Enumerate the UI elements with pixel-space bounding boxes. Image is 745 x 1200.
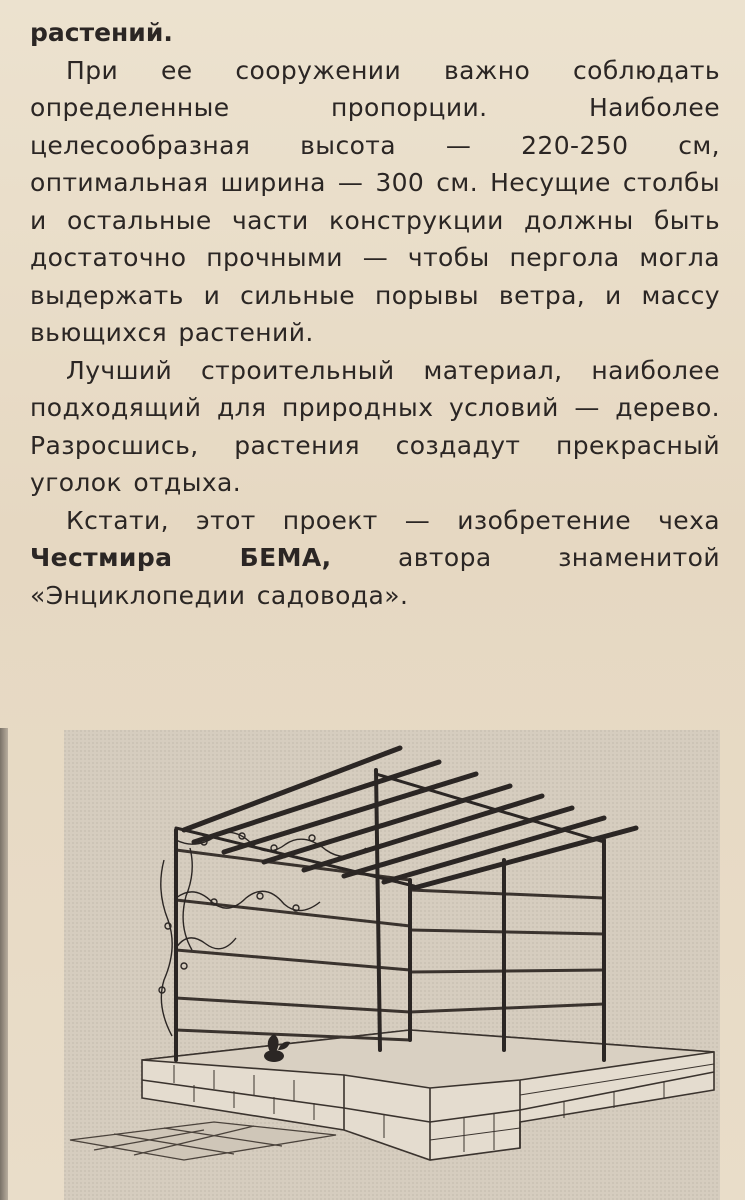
author-outro: автора знаменитой «Энциклопедии садовода». [30, 543, 720, 610]
lead-word: растений. [30, 18, 173, 47]
author-intro: Кстати, этот проект — изобретение чеха [66, 505, 720, 535]
paragraph-proportions: При ее сооружении важно соблюдать определенные пропорции. Наиболее целесообразная высота — 220-250 см, оптимальная ширина — 300 см. Несущие столбы и остальные части конструкции должны быть достаточно прочными — чтобы пергола могла выдержать и сильные порывы ветра, и массу вьющихся растений. [30, 55, 720, 347]
page-fold-shadow [0, 728, 8, 1200]
article-text [30, 14, 720, 614]
paragraph-material: Лучший строительный материал, наиболее подходящий для природных условий — дерево. Разросшись, растения создадут прекрасный уголок отдыха. [30, 355, 720, 497]
pergola-drawing [64, 730, 720, 1200]
pergola-illustration [64, 730, 720, 1200]
paragraph-author [30, 502, 720, 615]
author-name: Честмира БЕМА, [30, 543, 332, 572]
